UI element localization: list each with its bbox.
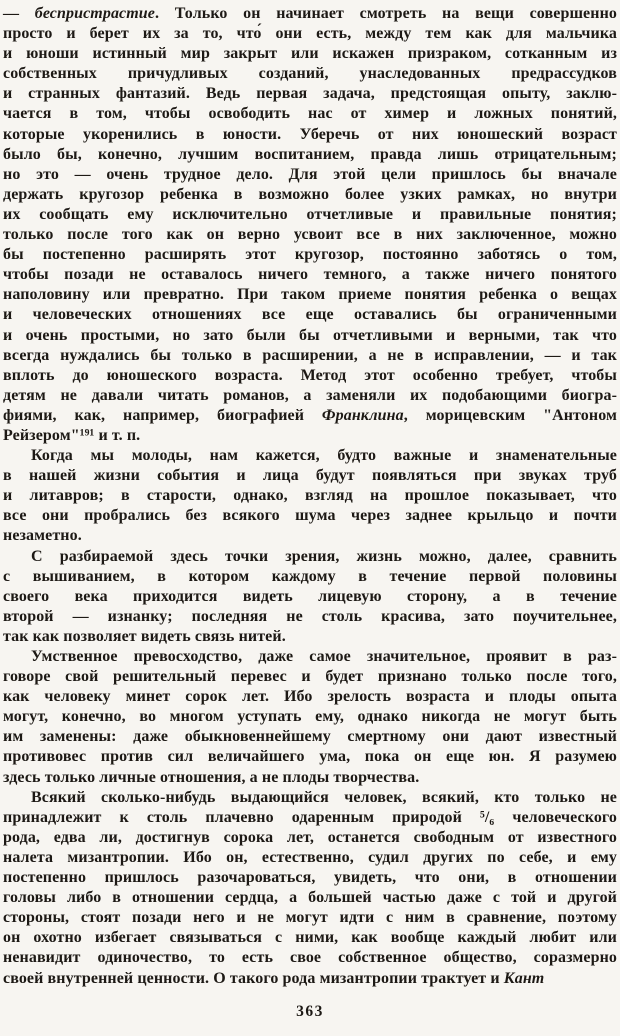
- text-line: было бы, конечно, лучшим воспитанием, правда лишь отрицательным;: [3, 145, 617, 163]
- paragraph: [3, 547, 617, 647]
- paragraph: [3, 4, 617, 446]
- text-line: здесь только личные отношения, а не плоды творчества.: [3, 768, 420, 786]
- text-line: только после того как он верно усвоит все в них заключенное, можно: [3, 226, 617, 244]
- text-line: держать кругозор ребенка в возможно более узких рамках, но внутри: [3, 185, 617, 203]
- paragraph: [3, 788, 617, 989]
- text-line: как человеку минет сорок лет. Ибо зрелость возраста и плоды опыта: [3, 688, 617, 706]
- page-number: 363: [296, 1002, 324, 1020]
- text-line: с вышиванием, в котором каждому в течение первой половины: [3, 567, 617, 585]
- text-line: постепенно пришлось разочароваться, увидеть, что они, в отношении: [3, 869, 617, 887]
- text-line: и литавров; в старости, однако, взгляд на прошлое показывает, что: [3, 487, 617, 505]
- text-line: детям не давали читать романов, а заменяли их подобающими биогра-: [3, 386, 617, 404]
- text-line: им заменены: даже обыкновеннейшему смертному они дают известный: [3, 728, 617, 746]
- paragraph: [3, 647, 617, 788]
- text-line: принадлежит к столь плачевно одаренным природой ⁵/₆ человеческого: [3, 808, 617, 826]
- text-line: он охотно избегает связываться с ними, как вообще каждый любит или: [3, 929, 617, 947]
- text-line: Умственное превосходство, даже самое значительное, проявит в раз-: [31, 648, 617, 665]
- text-line: но это — очень трудное дело. Для этой цели пришлось бы вначале: [3, 165, 617, 183]
- text-line: бы постепенно расширять этот кругозор, постоянно заботясь о том,: [3, 246, 617, 264]
- text-line: ненавидит одиночество, то есть свое собственное общество, соразмерно: [3, 949, 617, 967]
- text-line: — беспристрастие. Только он начинает смотреть на вещи совершенно: [3, 5, 617, 22]
- text-line: головы либо в отношении сердца, а большей частью даже с той и другой: [3, 889, 617, 907]
- text-line: все они пробрались без всякого шума через заднее крыльцо и почти: [3, 507, 617, 525]
- text-line: Когда мы молоды, нам кажется, будто важные и знаменательные: [31, 447, 617, 465]
- text-line: фиями, как, например, биографией Франклина, морицевским "Антоном: [3, 406, 618, 424]
- text-line: своего века приходится видеть лицевую сторону, а в течение: [3, 587, 617, 605]
- paragraph: [3, 446, 617, 546]
- text-line: их сообщать ему исключительно отчетливые и правильные понятия;: [3, 205, 617, 223]
- text-line: наполовину или превратно. При таком приеме понятия ребенка о вещах: [3, 286, 617, 304]
- text-line: рода, едва ли, достигнув сорока лет, останется свободным от известного: [3, 828, 617, 846]
- text-line: чается в том, чтобы освободить нас от химер и ложных понятий,: [3, 105, 617, 123]
- text-line: говоре свой решительный перевес и будет признано только после того,: [3, 668, 617, 686]
- text-line: вплоть до юношеского возраста. Метод этот особенно требует, чтобы: [3, 366, 617, 384]
- text-line: которые укоренились в юности. Уберечь от них юношеский возраст: [3, 125, 617, 143]
- text-line: всегда нуждались бы только в расширении, а не в исправлении, — и так: [3, 346, 617, 364]
- text-line: стороны, стоят позади него и не могут идти с ним в сравнение, поэтому: [3, 909, 617, 927]
- text-line: так как позволяет видеть связь нитей.: [3, 627, 286, 645]
- text-line: и очень простыми, но зато были бы отчетливыми и верными, так что: [3, 326, 617, 344]
- text-line: второй — изнанку; последняя не столь красива, зато поучительнее,: [3, 607, 617, 625]
- text-line: налета мизантропии. Ибо он, естественно, судил других по себе, и ему: [3, 848, 617, 866]
- text-line: и человеческих отношениях все еще оставались бы ограниченными: [3, 306, 617, 324]
- text-line: Всякий сколько-нибудь выдающийся человек, всякий, кто только не: [31, 788, 617, 806]
- text-block: [3, 4, 617, 989]
- text-line: и странных фантазий. Ведь первая задача, предстоящая опыту, заклю-: [3, 85, 617, 103]
- text-line: незаметно.: [3, 527, 82, 545]
- text-line: чтобы позади не оставалось ничего темного, а также ничего понятого: [3, 266, 617, 284]
- text-line: противовес против сил величайшего ума, пока он еще юн. Я разумею: [3, 748, 617, 766]
- text-line: Рейзером"¹⁹¹ и т. п.: [3, 426, 141, 444]
- text-line: просто и берет их за то, что́ они есть, между тем как для мальчика: [3, 25, 617, 43]
- text-line: собственных причудливых созданий, унаследованных предрассудков: [3, 65, 617, 83]
- text-line: могут, конечно, во многом уступать ему, однако никогда не могут быть: [3, 708, 617, 726]
- text-line: своей внутренней ценности. О такого рода мизантропии трактует и Кант: [3, 969, 545, 987]
- text-line: С разбираемой здесь точки зрения, жизнь можно, далее, сравнить: [31, 547, 617, 565]
- text-line: в нашей жизни события и лица будут появляться при звуках труб: [3, 467, 617, 485]
- text-line: и юноши истинный мир закрыт или искажен призраком, сотканным из: [3, 45, 617, 63]
